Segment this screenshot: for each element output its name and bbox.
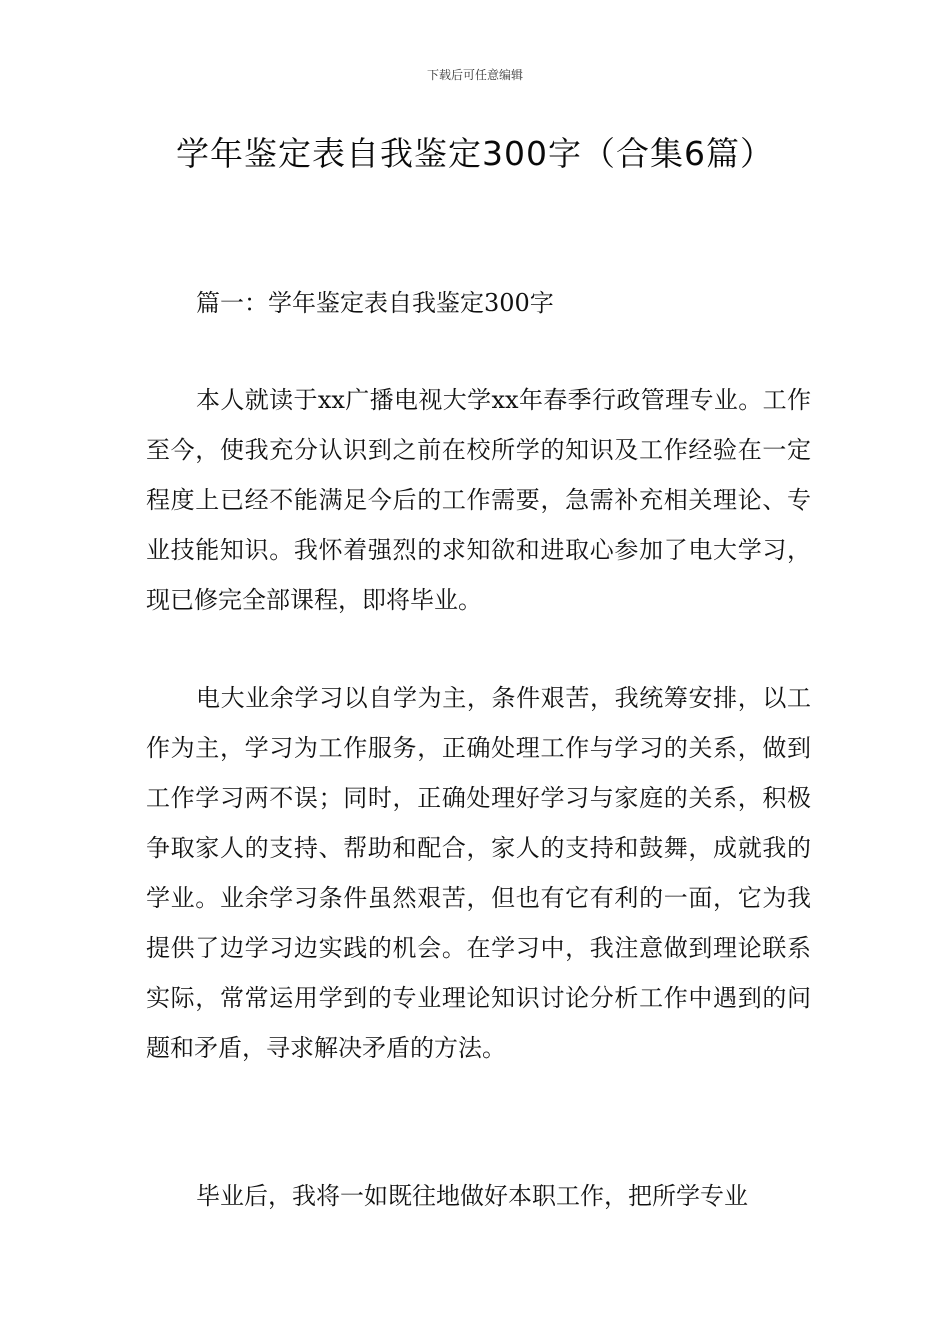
header-note: 下载后可任意编辑 [426, 68, 523, 82]
paragraph-3: 毕业后，我将一如既往地做好本职工作，把所学专业 [196, 1182, 748, 1210]
paragraph-1: 本人就读于xx广播电视大学xx年春季行政管理专业。工作至今，使我充分认识到之前在校所学的知识及工作经验在一定程度上已经不能满足今后的工作需要，急需补充相关理论、专业技能知识。我怀着强烈的求知欲和进取心参加了电大学习，现已修完全部课程，即将毕业。 [146, 386, 811, 614]
paragraph-2: 电大业余学习以自学为主，条件艰苦，我统筹安排，以工作为主，学习为工作服务，正确处理工作与学习的关系，做到工作学习两不误；同时，正确处理好学习与家庭的关系，积极争取家人的支持、帮助和配合，家人的支持和鼓舞，成就我的学业。业余学习条件虽然艰苦，但也有它有利的一面，它为我提供了边学习边实践的机会。在学习中，我注意做到理论联系实际，常常运用学到的专业理论知识讨论分析工作中遇到的问题和矛盾，寻求解决矛盾的方法。 [146, 684, 811, 1062]
document-title: 学年鉴定表自我鉴定300字（合集6篇） [176, 134, 774, 173]
section-heading: 篇一：学年鉴定表自我鉴定300字 [196, 289, 554, 317]
